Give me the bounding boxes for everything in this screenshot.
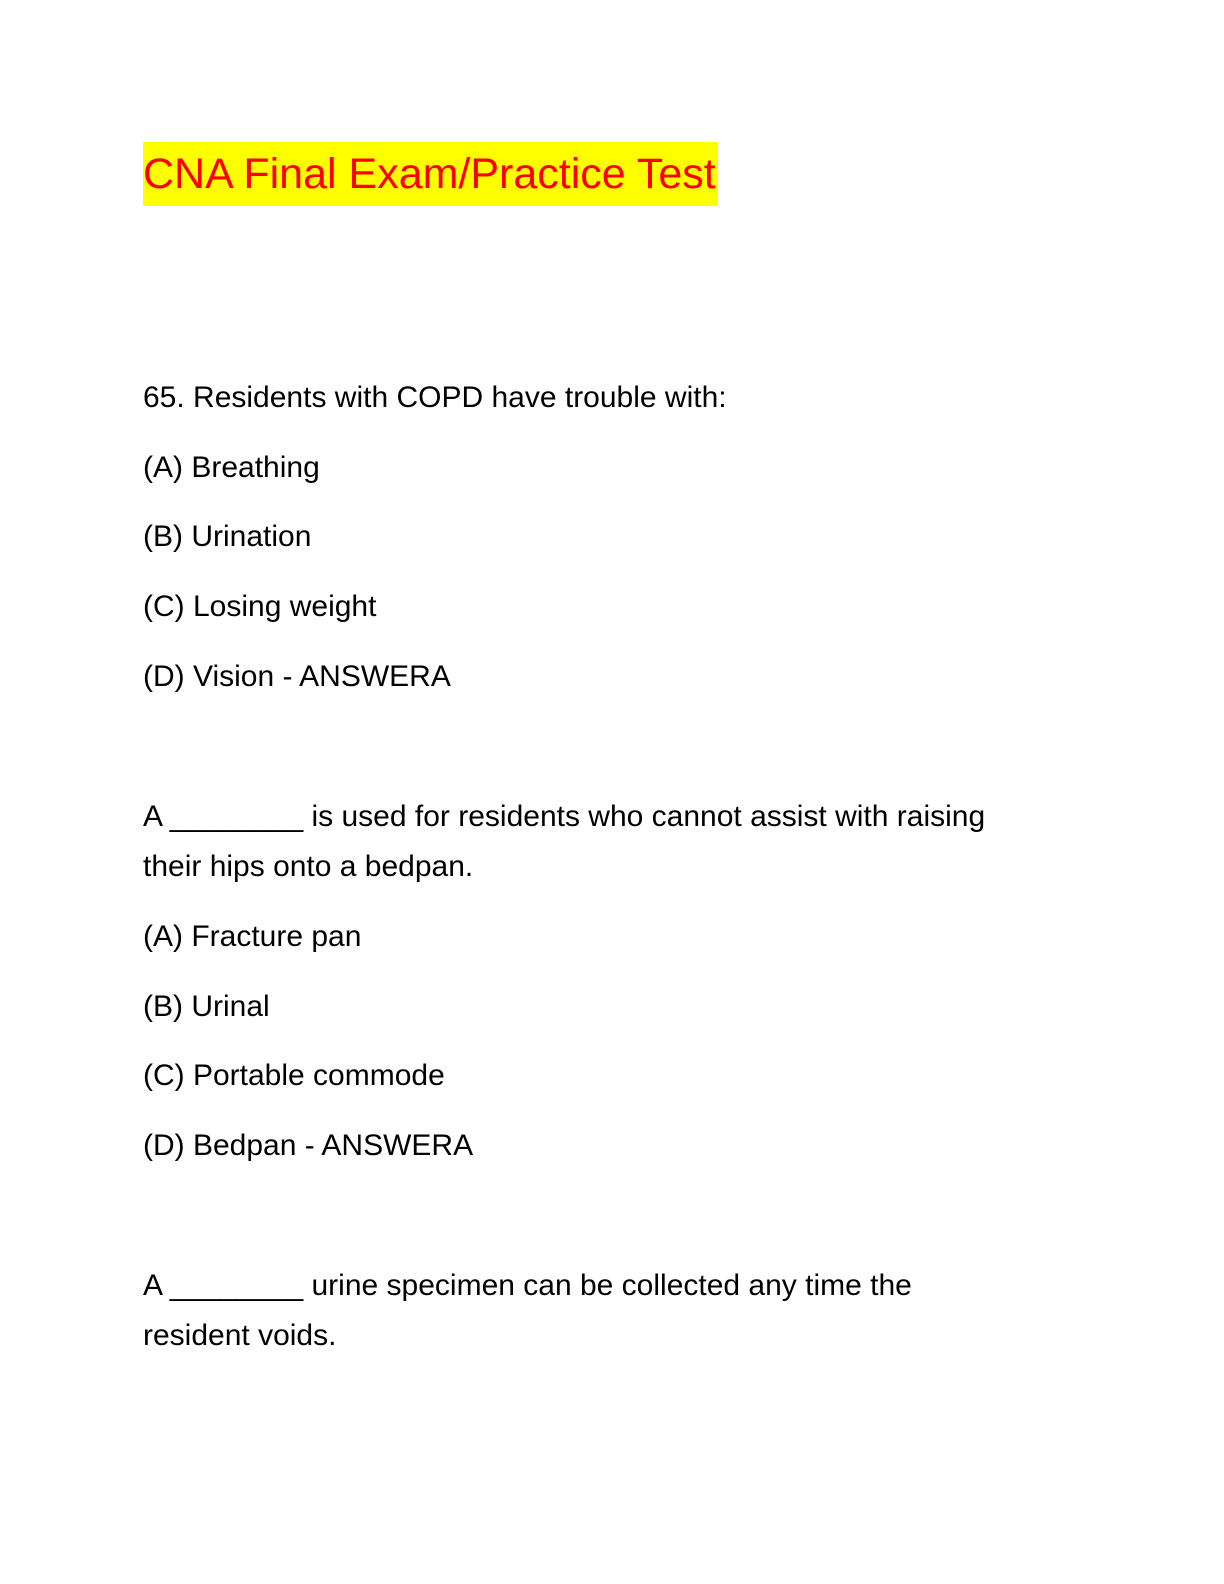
question-bedpan-option-d: (D) Bedpan - ANSWERA [143, 1129, 474, 1162]
question-bedpan-option-a: (A) Fracture pan [143, 920, 362, 953]
question-65-option-d: (D) Vision - ANSWERA [143, 660, 451, 693]
page-title [143, 142, 720, 206]
question-bedpan-option-b: (B) Urinal [143, 990, 270, 1023]
question-bedpan-text-line-1: A ________ is used for residents who cannot assist with raising [143, 800, 986, 833]
question-bedpan-option-c: (C) Portable commode [143, 1059, 445, 1092]
question-65-option-c: (C) Losing weight [143, 590, 377, 623]
page-title-text: CNA Final Exam/Practice Test [143, 142, 718, 206]
question-65-option-b: (B) Urination [143, 520, 312, 553]
question-65-option-a: (A) Breathing [143, 451, 320, 484]
question-65-text: 65. Residents with COPD have trouble with: [143, 381, 727, 414]
question-urine-text-line-2: resident voids. [143, 1319, 337, 1352]
question-bedpan-text-line-2: their hips onto a bedpan. [143, 850, 474, 883]
question-urine-text-line-1: A ________ urine specimen can be collected any time the [143, 1269, 912, 1302]
